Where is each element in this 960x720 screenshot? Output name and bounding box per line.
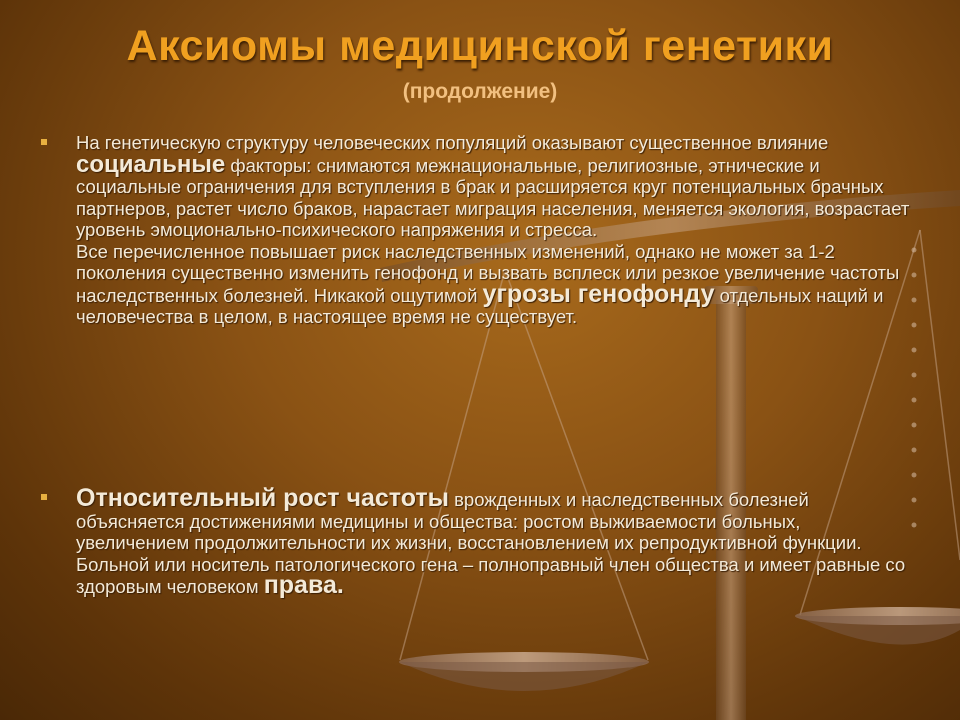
- bullet-1-text: [76, 132, 916, 328]
- bullet-2-paragraph-2: Больной или носитель патологического гена – полноправный член общества и имеет равные со здоровым человеком права.: [76, 553, 906, 599]
- emphasis-social: социальные: [76, 150, 226, 178]
- emphasis-relative-growth: Относительный рост частоты: [76, 484, 449, 512]
- bullet-1-marker: [41, 139, 47, 145]
- bullet-2-marker: [41, 494, 47, 500]
- bullet-1-paragraph-2: Все перечисленное повышает риск наследственных изменений, однако не может за 1-2 поколения существенно изменить генофонд и вызвать всплеск или резкое увеличение частоты наследственных болезней. Никакой ощутимой угрозы генофонду отдельных наций и человечества в целом, в настоящее время не существует.: [76, 240, 900, 327]
- bullet-1-paragraph-1: На генетическую структуру человеческих популяций оказывают существенное влияние социальные факторы: снимаются межнациональные, религиозные, этнические и социальные ограничения для вступления в брак и расширяется круг потенциальных брачных партнеров, растет число браков, нарастает миграция населения, меняется экология, возрастает уровень эмоционально-психического напряжения и стресса.: [76, 132, 910, 240]
- bullet-2-text: [76, 484, 916, 599]
- slide-title: Аксиомы медицинской генетики: [126, 22, 834, 70]
- bullet-2-paragraph-1: Относительный рост частоты врожденных и наследственных болезней объясняется достижениями медицины и общества: ростом выживаемости больных, увеличением продолжительности их жизни, восстановлением их репродуктивной функции.: [76, 484, 862, 553]
- emphasis-gene-pool-threat: угрозы генофонду: [482, 279, 715, 308]
- emphasis-rights: права.: [263, 571, 344, 599]
- slide-subtitle: (продолжение): [402, 80, 558, 103]
